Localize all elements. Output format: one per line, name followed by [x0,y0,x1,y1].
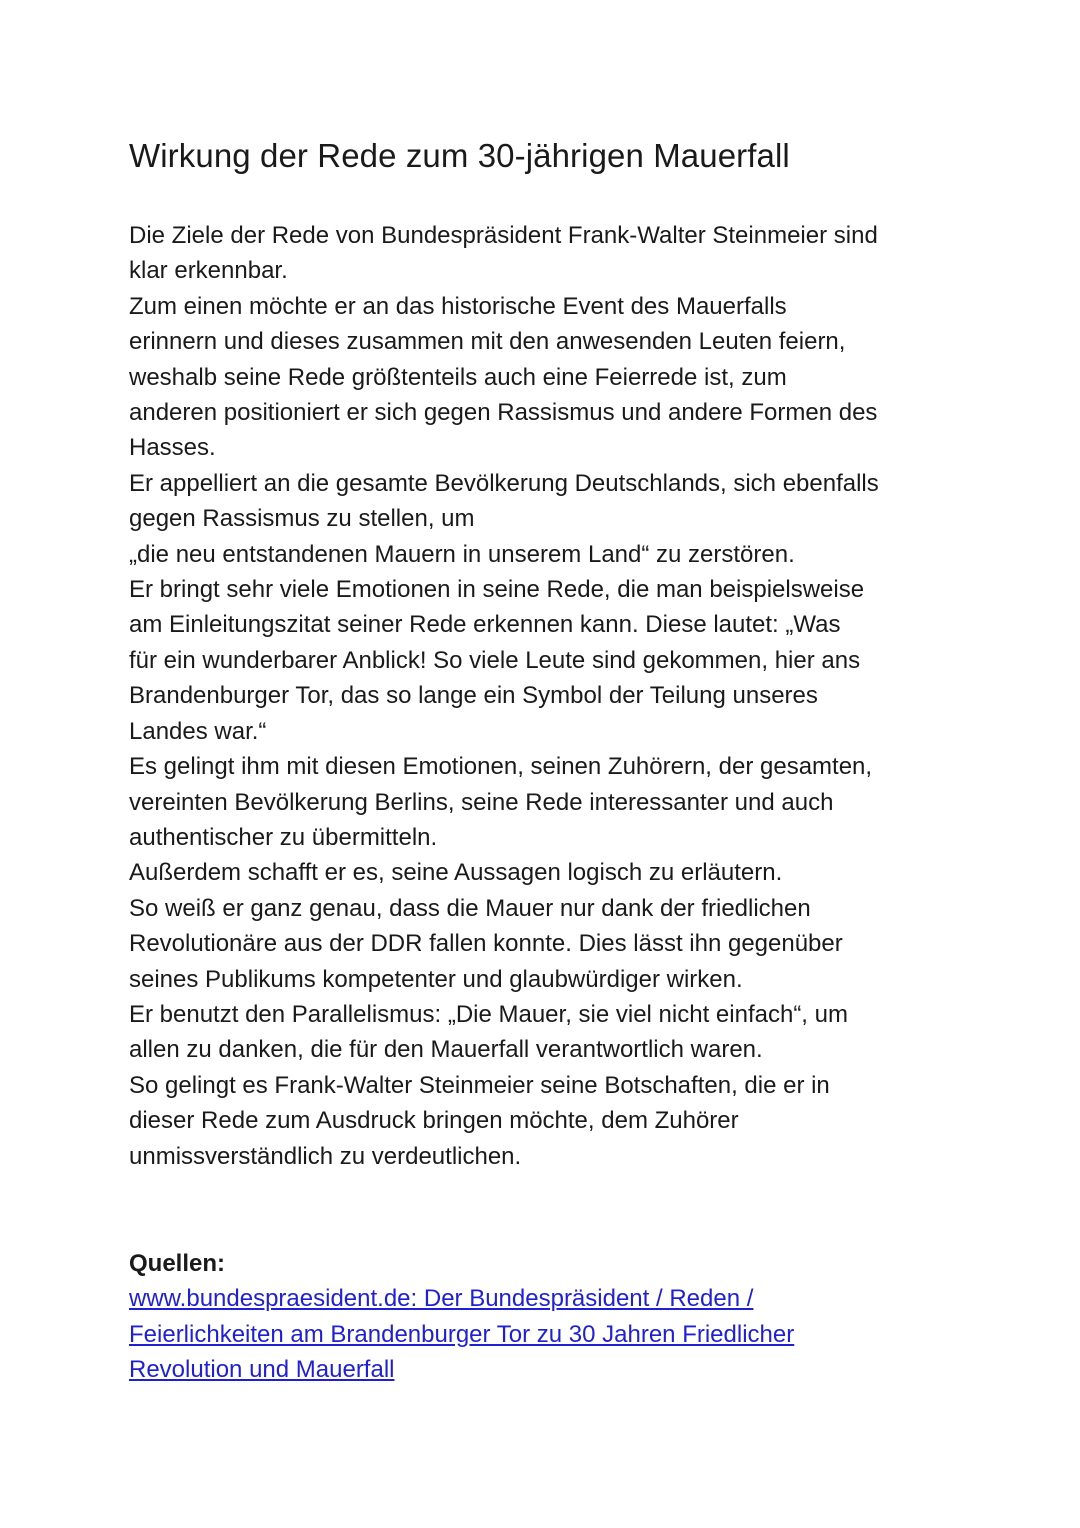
document-body [129,218,959,1174]
body-line: Landes war.“ [129,717,267,745]
body-line: Außerdem schafft er es, seine Aussagen logisch zu erläutern. [129,859,783,887]
body-line: Revolutionäre aus der DDR fallen konnte. Dies lässt ihn gegenüber [129,930,843,958]
body-line: Er appelliert an die gesamte Bevölkerung Deutschlands, sich ebenfalls [129,469,879,497]
body-line: Es gelingt ihm mit diesen Emotionen, seinen Zuhörern, der gesamten, [129,753,873,781]
sources-heading: Quellen: [129,1249,226,1277]
document-title: Wirkung der Rede zum 30-jährigen Mauerfall [129,137,790,174]
body-line: erinnern und dieses zusammen mit den anwesenden Leuten feiern, [129,328,846,356]
body-line: Die Ziele der Rede von Bundespräsident Frank-Walter Steinmeier sind [129,222,878,249]
body-line: klar erkennbar. [129,257,288,285]
body-line: Hasses. [129,434,216,462]
body-line: vereinten Bevölkerung Berlins, seine Rede interessanter und auch [129,788,834,816]
body-line: gegen Rassismus zu stellen, um [129,505,475,533]
body-line: Zum einen möchte er an das historische Event des Mauerfalls [129,292,787,320]
body-line: am Einleitungszitat seiner Rede erkennen kann. Diese lautet: „Was [129,611,841,639]
body-line: So weiß er ganz genau, dass die Mauer nur dank der friedlichen [129,894,811,922]
source-link[interactable]: Feierlichkeiten am Brandenburger Tor zu 30 Jahren Friedlicher [129,1320,795,1348]
body-line: Er benutzt den Parallelismus: „Die Mauer, sie viel nicht einfach“, um [129,1000,848,1028]
body-line: So gelingt es Frank-Walter Steinmeier seine Botschaften, die er in [129,1071,830,1099]
body-line: dieser Rede zum Ausdruck bringen möchte, dem Zuhörer [129,1107,739,1135]
body-line: Er bringt sehr viele Emotionen in seine Rede, die man beispielsweise [129,576,865,604]
body-line: weshalb seine Rede größtenteils auch eine Feierrede ist, zum [129,363,787,391]
body-line: allen zu danken, die für den Mauerfall verantwortlich waren. [129,1036,763,1064]
body-line: „die neu entstandenen Mauern in unserem Land“ zu zerstören. [129,540,795,568]
body-line: für ein wunderbarer Anblick! So viele Leute sind gekommen, hier ans [129,646,861,674]
body-line: unmissverständlich zu verdeutlichen. [129,1142,522,1170]
body-line: Brandenburger Tor, das so lange ein Symbol der Teilung unseres [129,682,818,710]
body-line: anderen positioniert er sich gegen Rassismus und andere Formen des [129,399,878,427]
source-link[interactable]: www.bundespraesident.de: Der Bundespräsident / Reden / [129,1285,754,1313]
body-line: authentischer zu übermitteln. [129,823,438,851]
sources-section [129,1246,959,1388]
document-content [129,134,959,1388]
body-line: seines Publikums kompetenter und glaubwürdiger wirken. [129,965,743,993]
source-link[interactable]: Revolution und Mauerfall [129,1356,395,1384]
